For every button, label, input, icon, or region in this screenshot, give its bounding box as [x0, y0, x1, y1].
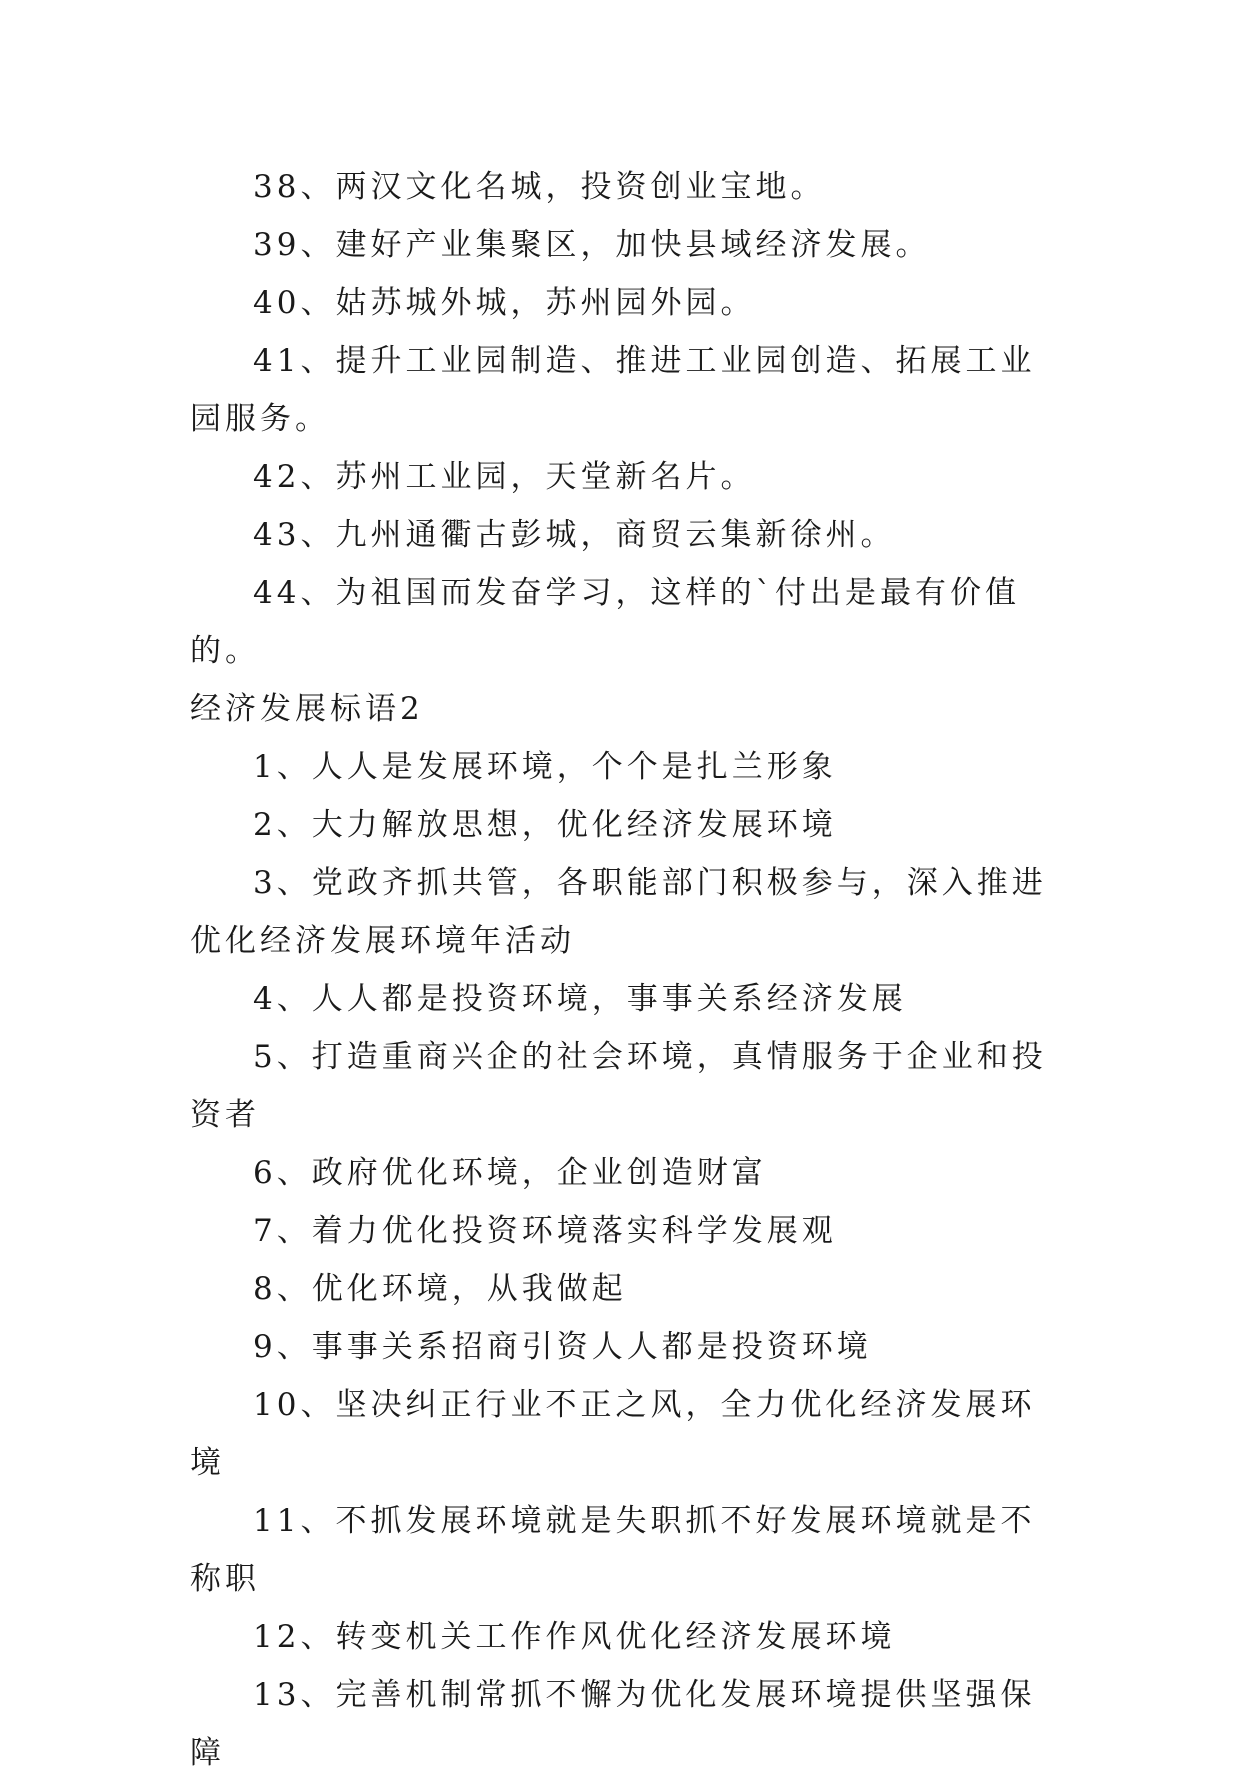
- paragraph-item-1: 1、人人是发展环境，个个是扎兰形象: [253, 749, 837, 785]
- paragraph-item-3: 3、党政齐抓共管，各职能部门积极参与，深入推进优化经济发展环境年活动: [190, 865, 1047, 959]
- paragraph-item-44: 44、为祖国而发奋学习，这样的`付出是最有价值的。: [190, 575, 1020, 669]
- paragraph-item-43: 43、九州通衢古彭城，商贸云集新徐州。: [253, 517, 896, 553]
- paragraph-item-8: 8、优化环境，从我做起: [253, 1271, 627, 1307]
- paragraph-item-40: 40、姑苏城外城，苏州园外园。: [253, 285, 756, 321]
- paragraph-item-13: 13、完善机制常抓不懈为优化发展环境提供坚强保障: [190, 1677, 1036, 1771]
- paragraph-item-39: 39、建好产业集聚区，加快县域经济发展。: [253, 227, 931, 263]
- paragraph-item-2: 2、大力解放思想，优化经济发展环境: [253, 807, 837, 843]
- paragraph-item-38: 38、两汉文化名城，投资创业宝地。: [253, 169, 826, 205]
- paragraph-item-7: 7、着力优化投资环境落实科学发展观: [253, 1213, 837, 1249]
- paragraph-item-5: 5、打造重商兴企的社会环境，真情服务于企业和投资者: [190, 1039, 1047, 1133]
- paragraph-item-9: 9、事事关系招商引资人人都是投资环境: [253, 1329, 872, 1365]
- paragraph-item-11: 11、不抓发展环境就是失职抓不好发展环境就是不称职: [190, 1503, 1036, 1597]
- paragraph-item-12: 12、转变机关工作作风优化经济发展环境: [253, 1619, 896, 1655]
- paragraph-item-4: 4、人人都是投资环境，事事关系经济发展: [253, 981, 907, 1017]
- paragraph-item-41: 41、提升工业园制造、推进工业园创造、拓展工业园服务。: [190, 343, 1036, 437]
- paragraph-item-42: 42、苏州工业园，天堂新名片。: [253, 459, 756, 495]
- document-body: [190, 158, 1056, 1782]
- section-heading: 经济发展标语2: [190, 691, 424, 727]
- paragraph-item-10: 10、坚决纠正行业不正之风，全力优化经济发展环境: [190, 1387, 1036, 1481]
- paragraph-item-6: 6、政府优化环境，企业创造财富: [253, 1155, 767, 1191]
